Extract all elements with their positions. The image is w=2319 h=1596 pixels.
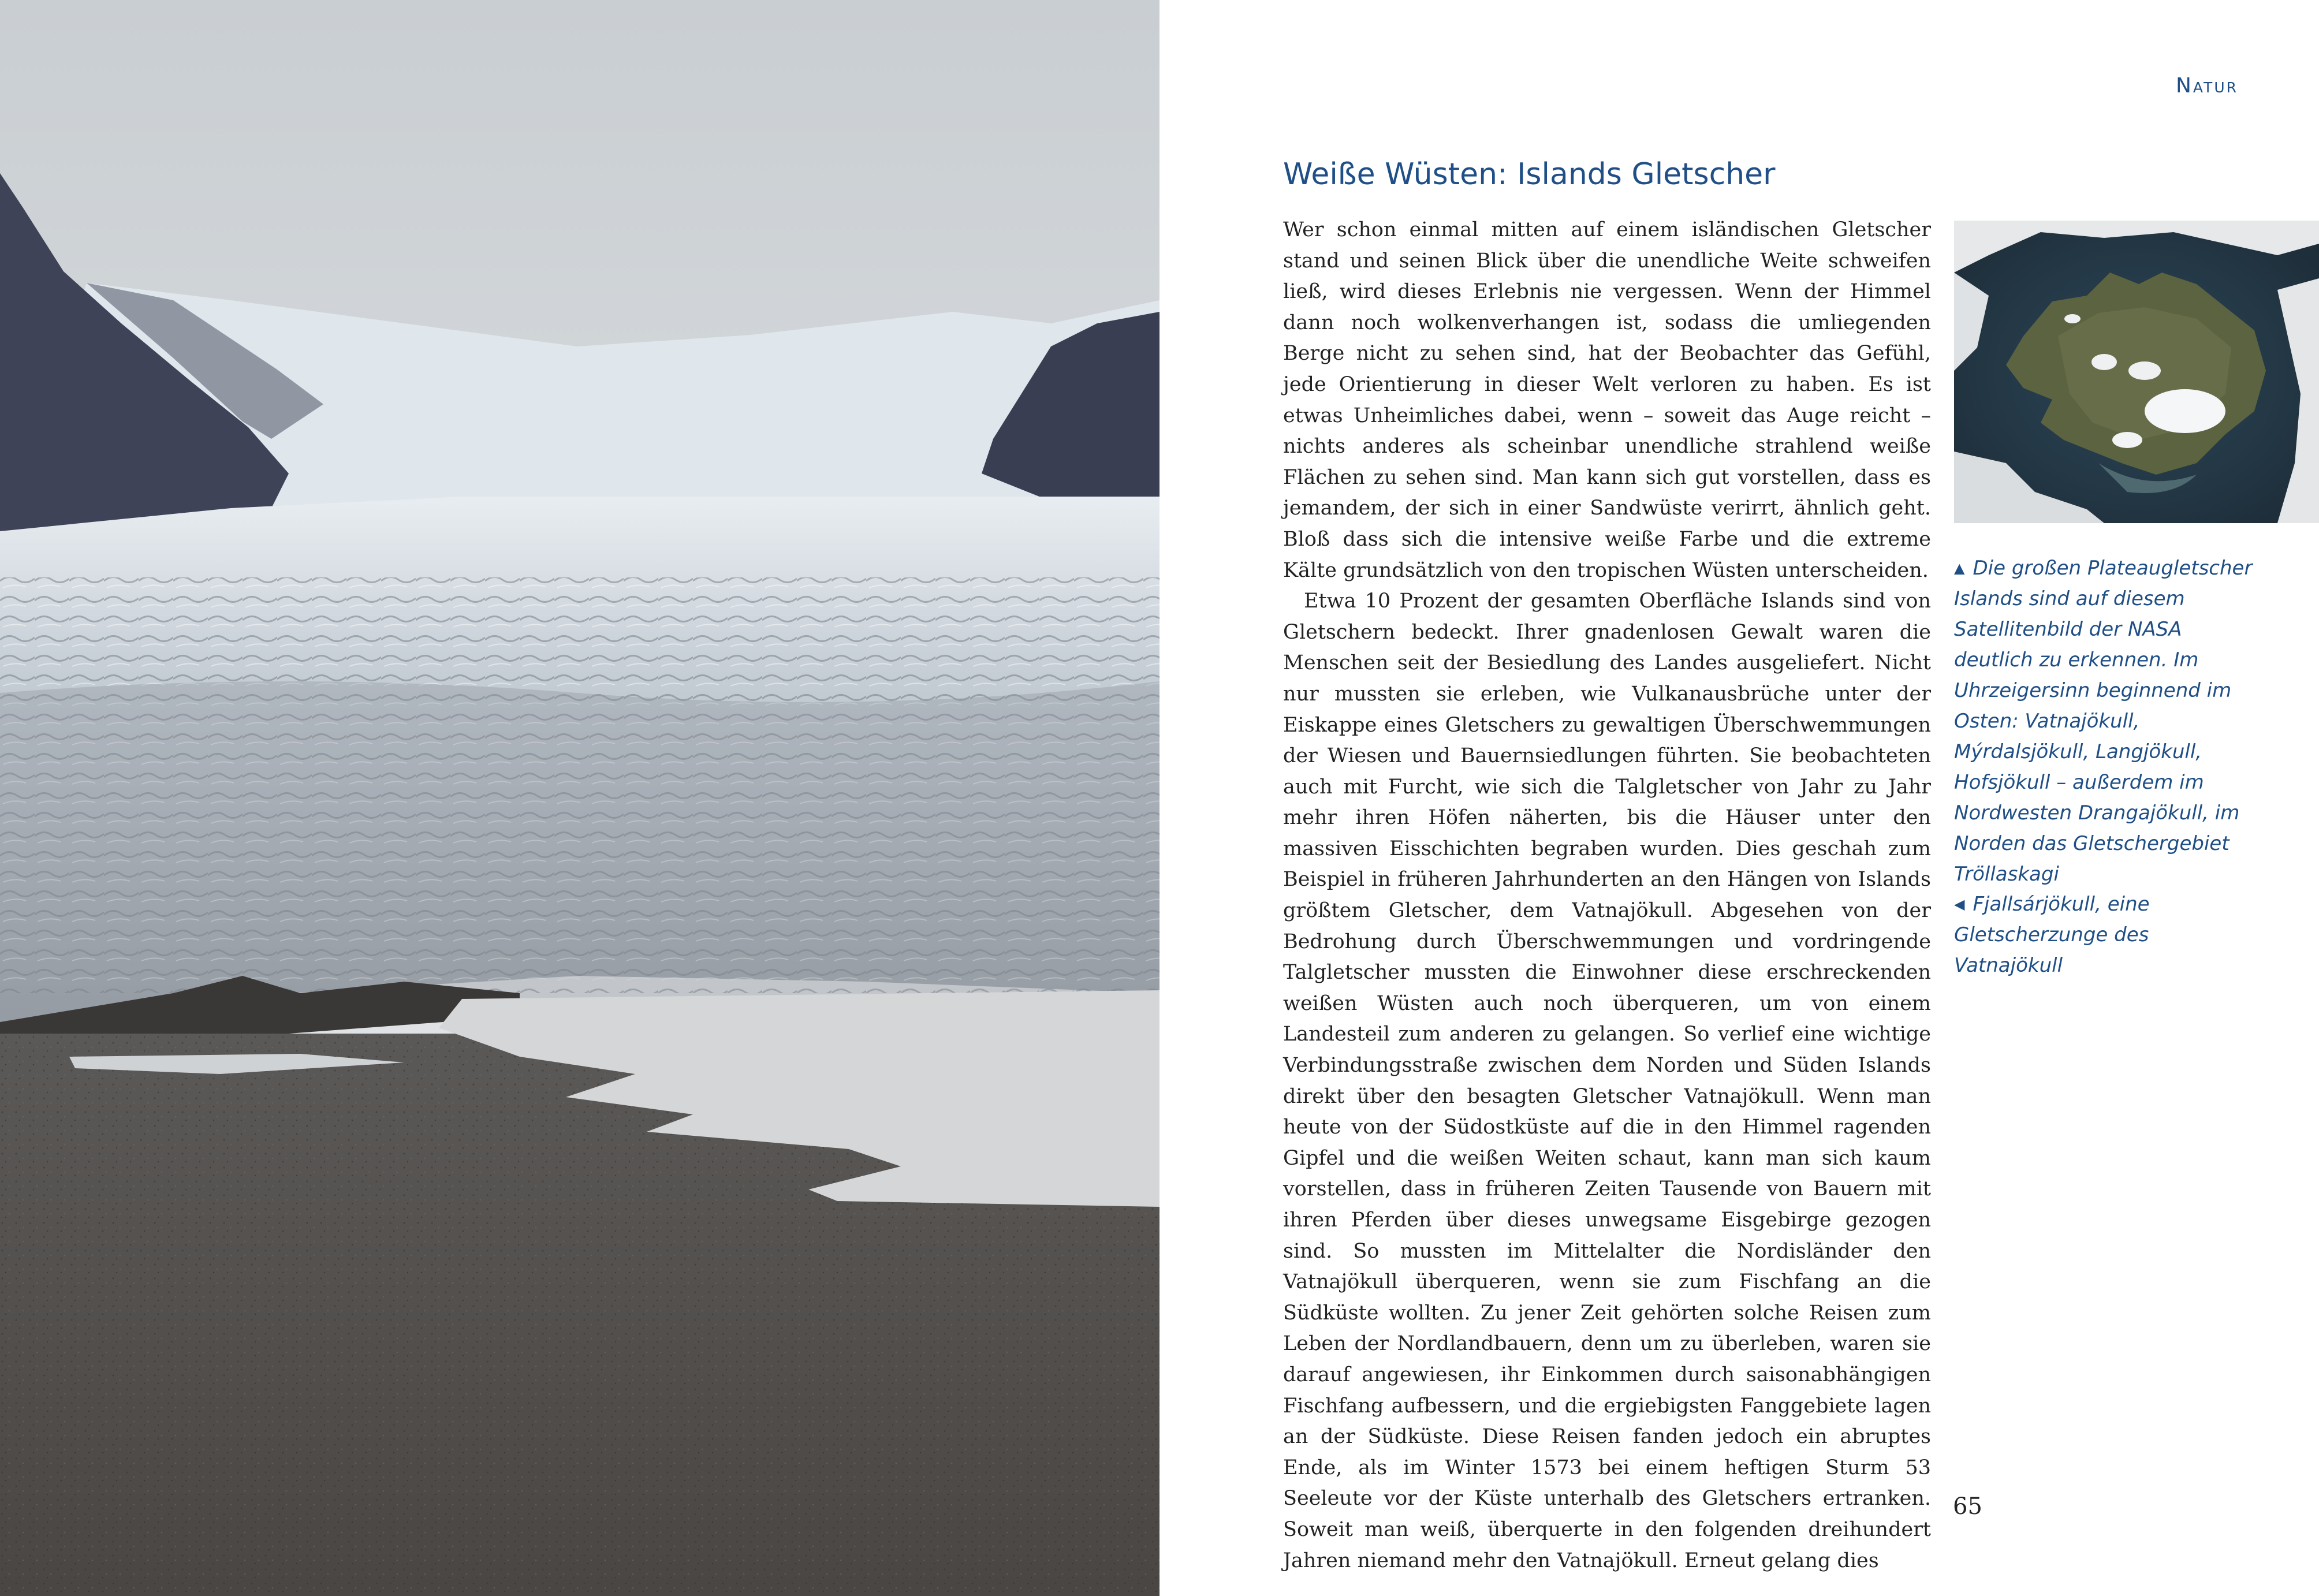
section-label: Natur [2175,74,2238,98]
article-body [1283,215,1931,1576]
arrow-up-icon: ▲ [1954,560,1965,576]
satellite-image [1954,221,2319,523]
caption-text: Fjallsárjökull, eine Gletscherzunge des Vatnajökull [1954,893,2150,977]
arrow-left-icon: ◀ [1954,896,1965,912]
article-title: Weiße Wüsten: Islands Gletscher [1283,157,1776,192]
glacier-caption [1954,889,2254,981]
satellite-caption [1954,553,2254,890]
caption-text: Die großen Plateaugletscher Islands sind auf diesem Satellitenbild der NASA deutlich zu erkennen. Im Uhrzeigersinn beginnend im Osten: Vatnajökull, Mýrdalsjökull, Langjökull, Hofsjökull – außerdem im Nordwesten Drangajökull, im Norden das Gletschergebiet Tröllaskagi [1954,557,2253,886]
paragraph: Wer schon einmal mitten auf einem isländischen Gletscher stand und seinen Blick über die unendliche Weite schweifen ließ, wird dieses Erlebnis nie vergessen. Wenn der Himmel dann noch wolkenverhangen ist, sodass die umliegenden Berge nicht zu sehen sind, hat der Beobachter das Gefühl, jede Orientierung in dieser Welt verloren zu haben. Es ist etwas Unheimliches dabei, wenn – soweit das Auge reicht – nichts anderes als scheinbar unendliche strahlend weiße Flächen zu sehen sind. Man kann sich gut vorstellen, dass es jemandem, der sich in einer Sandwüste verirrt, ähnlich geht. Bloß dass sich die intensive weiße Farbe und die extreme Kälte grundsätzlich von den tropischen Wüsten unterscheiden. [1283,218,1931,582]
paragraph: Etwa 10 Prozent der gesamten Oberfläche Islands sind von Gletschern bedeckt. Ihrer gnadenlosen Gewalt waren die Menschen seit der Besiedlung des Landes ausgeliefert. Nicht nur mussten sie erleben, wie Vulkanausbrüche unter der Eiskappe eines Gletschers zu gewaltigen Überschwemmungen der Wiesen und Bauernsiedlungen führten. Sie beobachteten auch mit Furcht, wie sich die Talgletscher von Jahr zu Jahr mehr ihren Höfen näherten, bis die Häuser unter den massiven Eisschichten begraben wurden. Dies geschah zum Beispiel in früheren Jahrhunderten an den Hängen von Islands größtem Gletscher, dem Vatnajökull. Abgesehen von der Bedrohung durch Überschwemmungen und vordringende Talgletscher mussten die Einwohner diese erschreckenden weißen Wüsten auch noch überqueren, um von einem Landesteil zum anderen zu gelangen. So verlief eine wichtige Verbindungsstraße zwischen dem Norden und Süden Islands direkt über den besagten Gletscher Vatnajökull. Wenn man heute von der Südostküste auf die in den Himmel ragenden Gipfel und die weißen Weiten schaut, kann man sich kaum vorstellen, dass in früheren Zeiten Tausende von Bauern mit ihren Pferden über dieses unwegsame Eisgebirge gezogen sind. So mussten im Mittelalter die Nordisländer den Vatnajökull überqueren, wenn sie zum Fischfang an die Südküste wollten. Zu jener Zeit gehörten solche Reisen zum Leben der Nordlandbauern, denn um zu überleben, waren sie darauf angewiesen, ihr Einkommen durch saisonabhängigen Fischfang aufbessern, und die ergiebigsten Fanggebiete lagen an der Südküste. Diese Reisen fanden jedoch ein abruptes Ende, als im Winter 1573 bei einem heftigen Sturm 53 Seeleute vor der Küste unterhalb des Gletschers ertranken. Soweit man weiß, überquerte in den folgenden dreihundert Jahren niemand mehr den Vatnajökull. Erneut gelang dies [1283,590,1931,1572]
page-number: 65 [1953,1493,1982,1520]
